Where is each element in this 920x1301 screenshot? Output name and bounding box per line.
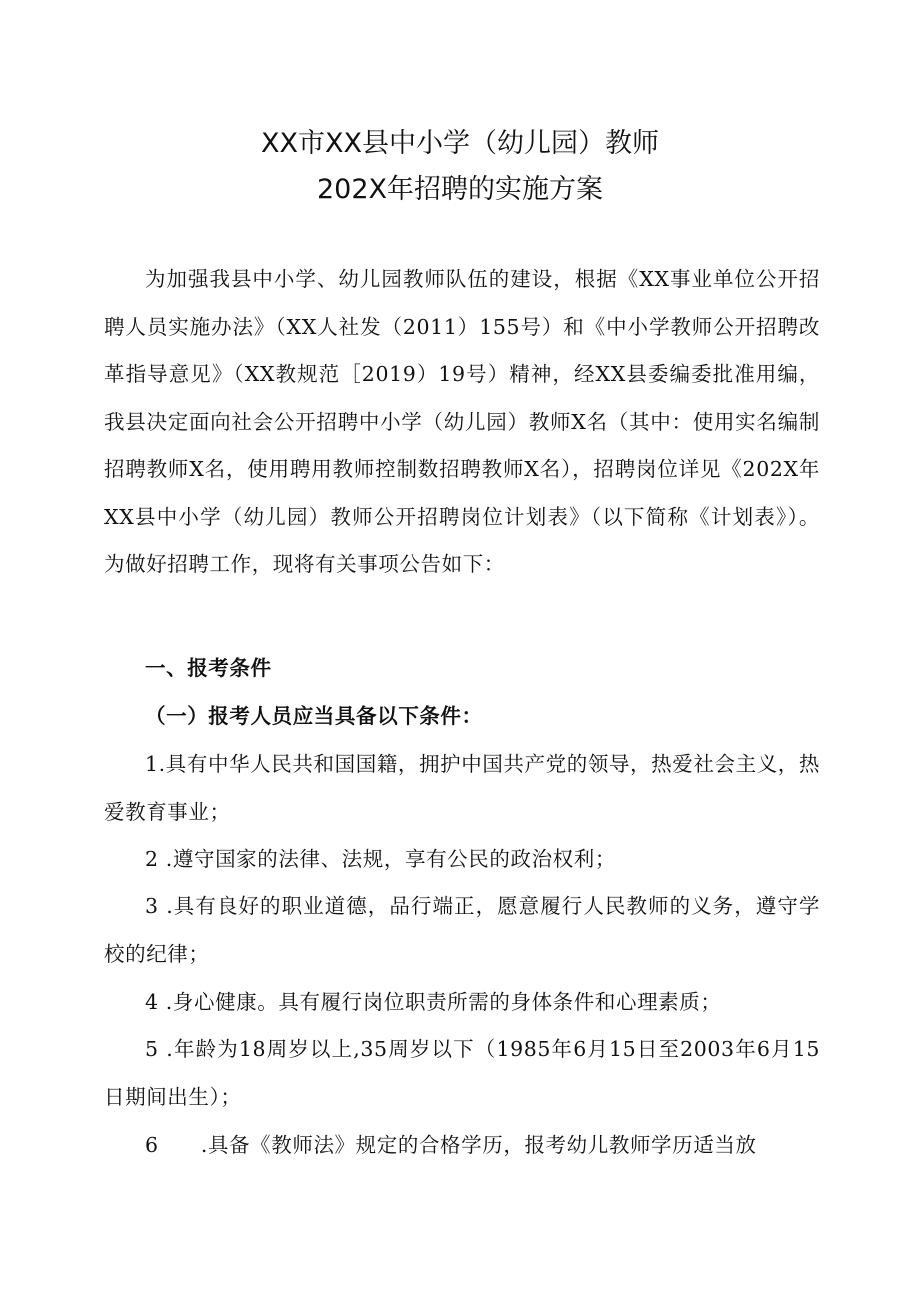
intro-paragraph: 为加强我县中小学、幼儿园教师队伍的建设，根据《XX事业单位公开招聘人员实施办法》（XX人社发（2011）155号）和《中小学教师公开招聘改革指导意见》（XX教规范［2019）19号）精神，经XX县委编委批准用编，我县决定面向社会公开招聘中小学（幼儿园）教师X名（其中：使用实名编制招聘教师X名，使用聘用教师控制数招聘教师X名），招聘岗位详见《202X年XX县中小学（幼儿园）教师公开招聘岗位计划表》（以下简称《计划表》）。为做好招聘工作，现将有关事项公告如下： [104, 267, 820, 576]
condition-item-1: 1.具有中华人民共和国国籍，拥护中国共产党的领导，热爱社会主义，热爱教育事业； [104, 752, 820, 824]
condition-item-2: 2 .遵守国家的法律、法规，享有公民的政治权利； [145, 847, 616, 871]
document-title-line-1: XX市XX县中小学（幼儿园）教师 [261, 128, 659, 159]
condition-item-5: 5 .年龄为18周岁以上,35周岁以下（1985年6月15日至2003年6月15日期间出生）； [104, 1037, 820, 1109]
condition-item-6: 6 .具备《教师法》规定的合格学历，报考幼儿教师学历适当放 [145, 1133, 757, 1157]
condition-item-4: 4 .身心健康。具有履行岗位职责所需的身体条件和心理素质； [145, 990, 722, 1014]
subsection-heading-conditions: （一）报考人员应当具备以下条件： [145, 704, 483, 728]
section-heading-requirements: 一、报考条件 [145, 656, 272, 680]
document-title-line-2: 202X年招聘的实施方案 [316, 174, 604, 205]
condition-item-3: 3 .具有良好的职业道德，品行端正，愿意履行人民教师的义务，遵守学校的纪律； [104, 894, 820, 966]
